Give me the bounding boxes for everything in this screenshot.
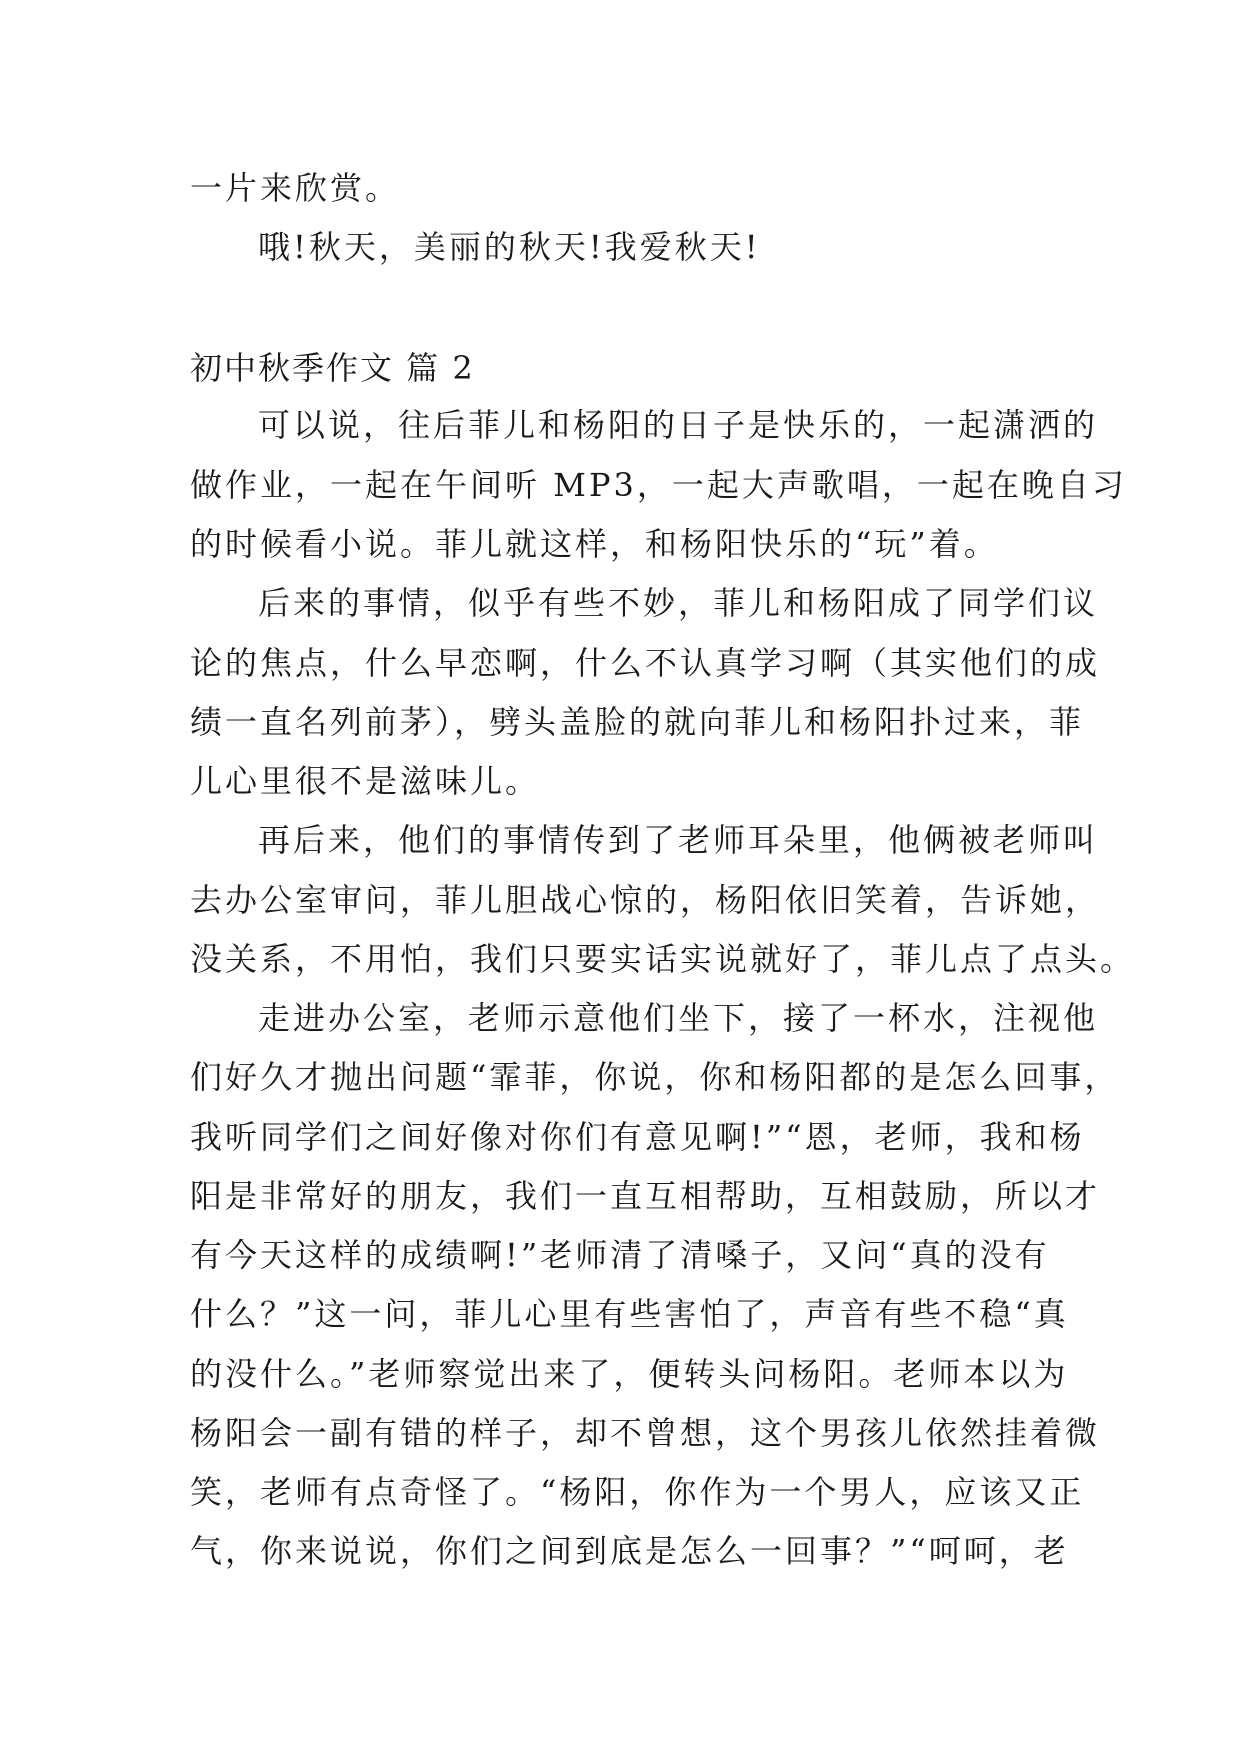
text-line: 杨阳会一副有错的样子，却不曾想，这个男孩儿依然挂着微 — [190, 1414, 1101, 1452]
text-line: 绩一直名列前茅），劈头盖脸的就向菲儿和杨阳扑过来，菲 — [190, 703, 1085, 741]
text-line: 一片来欣赏。 — [190, 169, 401, 207]
text-line: 去办公室审问，菲儿胆战心惊的，杨阳依旧笑着，告诉她， — [190, 881, 1101, 919]
text-line: 哦!秋天，美丽的秋天!我爱秋天! — [258, 228, 761, 266]
text-line: 再后来，他们的事情传到了老师耳朵里，他俩被老师叫 — [258, 821, 1099, 859]
text-line: 儿心里很不是滋味儿。 — [190, 762, 541, 800]
text-line: 什么？”这一问，菲儿心里有些害怕了，声音有些不稳“真 — [190, 1295, 1069, 1333]
section-heading: 初中秋季作文 篇 2 — [190, 349, 475, 387]
text-line: 我听同学们之间好像对你们有意见啊!”“恩，老师，我和杨 — [190, 1118, 1085, 1156]
text-line: 的没什么。”老师察觉出来了，便转头问杨阳。老师本以为 — [190, 1355, 1069, 1393]
text-line: 后来的事情，似乎有些不妙，菲儿和杨阳成了同学们议 — [258, 584, 1099, 622]
text-line: 没关系，不用怕，我们只要实话实说就好了，菲儿点了点头。 — [190, 940, 1136, 978]
text-line: 做作业，一起在午间听 MP3，一起大声歌唱，一起在晚自习 — [190, 466, 1127, 504]
text-line: 阳是非常好的朋友，我们一直互相帮助，互相鼓励，所以才 — [190, 1177, 1101, 1215]
text-line: 论的焦点，什么早恋啊，什么不认真学习啊（其实他们的成 — [190, 644, 1101, 682]
text-line: 笑，老师有点奇怪了。“杨阳，你作为一个男人，应该又正 — [190, 1473, 1085, 1511]
text-line: 可以说，往后菲儿和杨阳的日子是快乐的，一起潇洒的 — [258, 406, 1099, 444]
text-line: 的时候看小说。菲儿就这样，和杨阳快乐的“玩”着。 — [190, 525, 999, 563]
text-line: 气，你来说说，你们之间到底是怎么一回事？”“呵呵，老 — [190, 1532, 1069, 1570]
text-line: 们好久才抛出问题“霏菲，你说，你和杨阳都的是怎么回事， — [190, 1058, 1120, 1096]
text-line: 有今天这样的成绩啊!”老师清了清嗓子，又问“真的没有 — [190, 1236, 1050, 1274]
text-line: 走进办公室，老师示意他们坐下，接了一杯水，注视他 — [258, 999, 1099, 1037]
